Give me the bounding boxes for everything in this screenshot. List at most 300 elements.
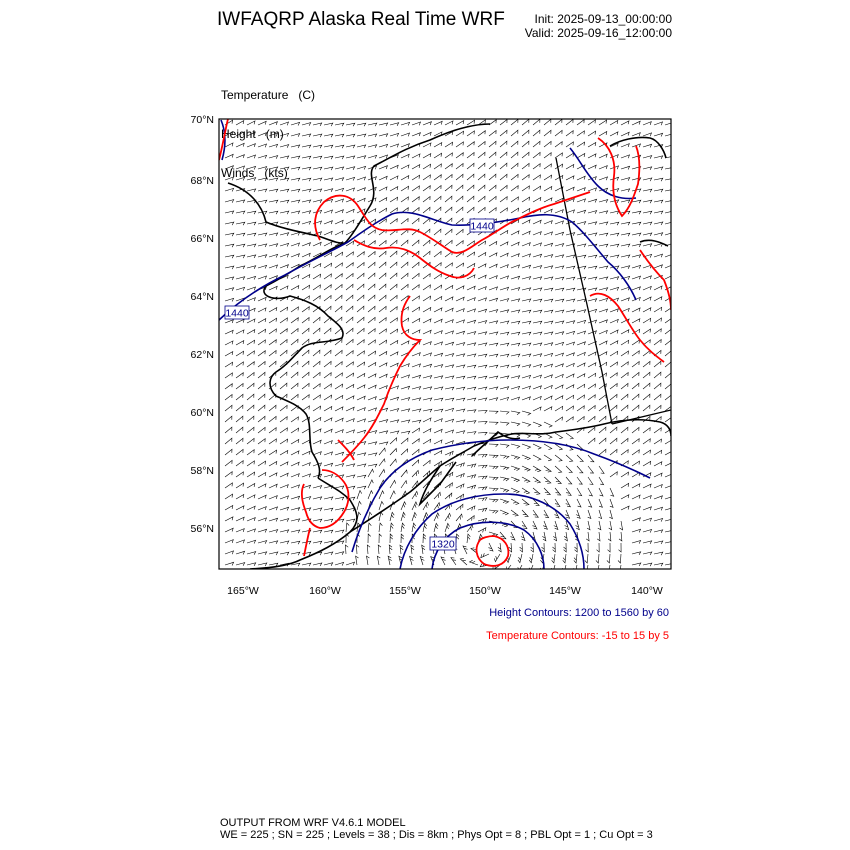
wind-barb [553, 543, 556, 552]
wind-barb [302, 563, 311, 566]
wind-barb [236, 351, 244, 356]
wind-barb [500, 510, 508, 515]
wind-barb [610, 499, 613, 507]
field-winds: Winds (kts) [221, 166, 288, 180]
wind-barb [356, 556, 359, 565]
wind-barb [346, 475, 355, 478]
wind-barb [313, 508, 322, 511]
wind-barb [599, 438, 606, 444]
wind-barb [247, 405, 254, 411]
wind-barb [247, 244, 256, 247]
wind-barb [225, 494, 233, 499]
wind-barb [456, 409, 465, 412]
wind-barb [324, 563, 333, 566]
wind-barb [291, 189, 300, 192]
wind-barb [456, 121, 464, 125]
wind-barb [566, 406, 574, 411]
wind-barb [225, 460, 232, 466]
wind-barb [511, 411, 520, 415]
wind-barb [566, 153, 574, 158]
wind-barb [313, 242, 321, 246]
wind-barb [400, 545, 403, 554]
wind-barb [555, 232, 564, 235]
wind-barb [588, 165, 596, 169]
wind-barb [412, 409, 421, 412]
wind-barb [302, 200, 311, 203]
wind-barb [401, 409, 410, 412]
wind-barb [247, 276, 256, 279]
wind-barb [665, 508, 674, 511]
wind-barb [445, 229, 452, 235]
wind-barb [478, 508, 487, 512]
wind-barb [544, 321, 553, 324]
wind-barb [434, 153, 442, 158]
wind-barb [313, 285, 320, 290]
wind-barb [335, 210, 343, 213]
wind-barb [522, 141, 529, 147]
wind-barb [632, 484, 640, 488]
wind-barb [533, 186, 541, 191]
wind-barb [258, 308, 266, 312]
wind-barb [511, 397, 520, 400]
wind-barb [588, 277, 597, 280]
wind-barb [302, 451, 310, 455]
wind-barb [313, 361, 320, 367]
wind-barb [390, 295, 397, 301]
wind-barb [555, 342, 564, 345]
wind-barb [236, 517, 244, 521]
wind-barb [470, 560, 479, 565]
wind-barb [247, 211, 256, 214]
wind-barb [588, 222, 597, 225]
wind-barb [302, 429, 310, 434]
wind-barb [346, 519, 355, 522]
wind-barb [610, 351, 618, 356]
wind-barb [511, 163, 518, 169]
wind-barb [225, 266, 234, 269]
wind-barb [225, 472, 232, 477]
wind-barb [566, 142, 573, 147]
wind-barb [356, 545, 359, 554]
wind-barb [500, 130, 507, 136]
wind-barb [313, 497, 322, 500]
wind-barb [588, 131, 596, 136]
wind-barb [489, 387, 498, 390]
wind-barb [390, 240, 397, 246]
wind-barb [441, 557, 446, 565]
wind-barb [500, 397, 509, 400]
wind-barb [423, 398, 432, 401]
wind-barb [467, 332, 476, 335]
wind-barb [643, 318, 651, 323]
wind-barb [258, 297, 266, 301]
wind-barb [456, 534, 459, 543]
wind-barb [456, 494, 464, 499]
wind-barb [379, 386, 387, 389]
wind-barb [467, 120, 475, 125]
wind-barb [511, 186, 518, 191]
wind-barb [236, 373, 243, 378]
wind-barb [489, 398, 498, 401]
wind-barb [489, 488, 498, 491]
wind-barb [533, 243, 542, 246]
wind-barb [566, 417, 573, 422]
wind-barb [236, 132, 244, 136]
wind-barb [511, 288, 520, 291]
wind-barb [269, 318, 277, 323]
wind-barb [401, 431, 410, 434]
wind-barb [390, 318, 397, 323]
wind-barb [423, 418, 431, 422]
wind-barb [324, 541, 333, 544]
wind-barb [544, 175, 552, 180]
wind-barb [478, 152, 485, 158]
wind-barb [522, 288, 531, 291]
wind-barb [632, 351, 639, 356]
wind-barb [610, 449, 617, 455]
wind-barb [401, 176, 409, 180]
wind-barb [324, 328, 331, 334]
wind-barb [445, 342, 454, 345]
wind-barb [610, 438, 617, 444]
wind-barb [451, 558, 456, 565]
wind-barb [566, 477, 572, 484]
wind-barb [236, 563, 245, 566]
wind-barb [588, 427, 595, 433]
wind-barb [225, 143, 233, 147]
wind-barb [280, 541, 289, 544]
wind-barb [555, 353, 564, 356]
wind-barb [269, 416, 276, 422]
wind-barb [665, 485, 673, 488]
wind-barb [555, 455, 562, 461]
wind-barb [401, 502, 406, 510]
wind-barb [588, 352, 596, 356]
wind-barb [236, 277, 245, 280]
wind-barb [236, 483, 244, 488]
wind-barb [258, 222, 267, 225]
wind-barb [643, 244, 652, 247]
wind-barb [665, 496, 674, 499]
wind-barb [632, 133, 640, 136]
wind-barb [654, 428, 661, 433]
wind-barb [511, 254, 519, 257]
wind-barb [566, 277, 575, 280]
wind-barb [555, 288, 564, 291]
wind-barb [368, 464, 377, 467]
wind-barb [533, 288, 542, 291]
wind-barb [291, 232, 300, 235]
wind-barb [302, 497, 311, 500]
wind-barb [258, 484, 266, 488]
wind-barb [654, 462, 662, 466]
wind-barb [390, 534, 393, 543]
wind-barb [412, 364, 421, 367]
wind-barb [302, 156, 311, 159]
wind-barb [368, 534, 371, 543]
wind-barb [247, 472, 255, 477]
wind-barb [456, 309, 464, 312]
wind-barb [412, 197, 419, 202]
wind-barb [456, 331, 465, 334]
wind-barb [577, 331, 586, 334]
wind-barb [280, 167, 289, 170]
wind-barb [313, 406, 321, 411]
wind-barb [522, 277, 531, 280]
wind-barb [236, 551, 245, 554]
wind-barb [522, 510, 528, 517]
wind-barb [291, 508, 300, 511]
wind-barb [500, 455, 509, 459]
wind-barb [654, 394, 661, 400]
wind-barb [379, 166, 387, 169]
wind-barb [423, 274, 430, 279]
wind-barb [225, 540, 233, 543]
wind-barb [511, 231, 519, 235]
wind-barb [500, 208, 507, 213]
wind-barb [511, 444, 520, 448]
wind-barb [599, 177, 608, 180]
wind-barb [379, 420, 388, 423]
wind-barb [554, 521, 558, 530]
wind-barb [621, 255, 630, 258]
wind-barb [247, 144, 255, 147]
wind-barb [564, 543, 567, 552]
wind-barb [478, 528, 486, 533]
wind-barb [410, 556, 414, 565]
wind-barb [588, 331, 596, 334]
wind-barb [401, 186, 409, 191]
wind-barb [478, 264, 486, 268]
wind-barb [654, 233, 663, 236]
wind-barb [346, 134, 355, 137]
wind-barb [619, 543, 622, 552]
wind-barb [500, 422, 509, 425]
wind-barb [544, 141, 551, 147]
wind-barb [357, 198, 365, 202]
wind-barb [522, 321, 531, 324]
wind-barb [269, 156, 278, 159]
wind-barb [412, 175, 420, 180]
wind-barb [324, 145, 333, 148]
wind-barb [368, 442, 377, 445]
wind-barb [258, 372, 265, 378]
wind-barb [478, 476, 487, 479]
wind-barb [478, 487, 487, 490]
wind-barb [456, 153, 463, 158]
wind-barb [621, 189, 630, 192]
wind-barb [555, 266, 564, 269]
wind-barb [269, 518, 278, 521]
wind-barb [280, 156, 289, 159]
wind-barb [434, 186, 441, 192]
wind-barb [522, 466, 530, 471]
wind-barb [599, 120, 607, 125]
wind-barb [412, 307, 420, 312]
wind-barb [247, 233, 256, 236]
wind-barb [621, 330, 629, 334]
wind-barb [489, 152, 496, 158]
wind-barb [247, 438, 254, 444]
wind-barb [225, 298, 234, 301]
wind-barb [577, 417, 584, 423]
wind-barb [258, 473, 266, 478]
wind-barb [324, 156, 333, 159]
wind-barb [335, 396, 343, 401]
wind-barb [544, 153, 551, 158]
wind-barb [445, 263, 452, 268]
wind-barb [247, 255, 256, 258]
wind-barb [610, 244, 619, 247]
wind-barb [489, 510, 498, 513]
wind-barb [467, 320, 476, 323]
wind-barb [225, 320, 233, 323]
wind-barb [665, 264, 673, 268]
field-temperature: Temperature (C) [221, 88, 316, 102]
wind-barb [522, 332, 531, 335]
wind-barb [378, 545, 381, 554]
wind-barb [225, 177, 234, 180]
wind-barb [445, 365, 454, 368]
wind-barb [489, 365, 498, 368]
wind-barb [401, 262, 408, 268]
wind-barb [643, 496, 651, 500]
wind-barb [467, 286, 475, 290]
wind-barb [335, 552, 344, 555]
wind-barb [576, 521, 580, 530]
wind-barb [412, 285, 419, 290]
wind-barb [597, 543, 600, 552]
wind-barb [643, 329, 651, 334]
wind-barb [357, 453, 366, 456]
wind-barb [632, 276, 641, 279]
wind-barb [357, 177, 366, 180]
wind-barb [247, 266, 256, 269]
wind-barb [588, 455, 594, 462]
wind-barb [445, 430, 454, 433]
wind-barb [555, 321, 564, 324]
wind-barb [434, 251, 441, 257]
wind-barb [445, 408, 454, 411]
wind-barb [533, 175, 540, 180]
wind-barb [522, 119, 529, 125]
wind-barb [643, 461, 651, 466]
wind-barb [555, 374, 563, 378]
wind-barb [302, 552, 311, 555]
wind-barb [632, 541, 641, 544]
wind-barb [467, 298, 475, 301]
wind-barb [335, 252, 343, 257]
wind-barb [367, 545, 370, 554]
wind-barb [533, 375, 542, 378]
wind-barb [533, 364, 542, 367]
wind-barb [500, 332, 509, 335]
wind-barb [632, 211, 641, 214]
wind-barb [643, 178, 652, 181]
wind-barb [610, 384, 617, 390]
wind-barb [522, 209, 530, 214]
wind-barb [456, 463, 464, 467]
wind-barb [335, 156, 344, 159]
wind-barb [379, 491, 384, 499]
wind-barb [324, 167, 333, 170]
wind-barb [368, 155, 377, 158]
wind-barb [544, 198, 552, 202]
wind-barb [390, 363, 398, 367]
wind-barb [379, 134, 388, 137]
wind-barb [423, 460, 430, 466]
wind-barb [456, 207, 463, 213]
wind-barb [324, 441, 332, 444]
wind-barb [654, 265, 662, 268]
wind-barb [225, 438, 232, 444]
wind-barb [555, 499, 560, 507]
wind-barb [665, 211, 674, 214]
wind-barb [357, 501, 361, 510]
wind-barb [522, 163, 529, 169]
wind-barb [445, 451, 453, 456]
wind-barb [500, 287, 509, 290]
wind-barb [280, 133, 289, 136]
wind-barb [489, 120, 496, 125]
wind-barb [236, 211, 245, 214]
wind-barb [390, 491, 395, 499]
wind-barb [291, 440, 299, 445]
wind-barb [610, 427, 617, 433]
wind-barb [291, 211, 300, 214]
wind-barb [280, 405, 287, 411]
wind-barb [542, 532, 546, 541]
wind-barb [357, 491, 362, 500]
wind-barb [577, 363, 585, 367]
wind-barb [280, 462, 288, 466]
wind-barb [412, 523, 416, 532]
wind-barb [346, 156, 355, 159]
wind-barb [445, 320, 453, 323]
wind-barb [522, 375, 531, 378]
wind-barb [456, 286, 464, 290]
wind-barb [577, 384, 585, 389]
wind-barb [456, 398, 465, 401]
wind-barb [247, 121, 255, 125]
wind-barb [566, 395, 574, 400]
wind-barb [533, 254, 542, 257]
wind-barb [357, 396, 365, 400]
wind-barb [225, 244, 234, 247]
wind-barb [434, 419, 442, 422]
wind-barb [456, 343, 465, 346]
wind-barb [610, 373, 617, 378]
wind-barb [423, 143, 431, 147]
wind-barb [544, 488, 550, 495]
wind-barb [577, 477, 582, 484]
wind-barb [608, 543, 611, 552]
wind-barb [555, 332, 564, 335]
wind-barb [533, 164, 540, 169]
wind-barb [401, 438, 408, 444]
wind-barb [489, 174, 496, 180]
wind-barb [313, 418, 321, 423]
wind-barb [434, 164, 441, 169]
wind-barb [269, 530, 278, 533]
wind-barb [621, 155, 630, 158]
map-frame [219, 119, 671, 569]
wind-barb [379, 329, 386, 334]
wind-barb [566, 119, 573, 125]
wind-barb [555, 406, 563, 411]
wind-barb [247, 394, 254, 400]
wind-barb [544, 232, 553, 235]
